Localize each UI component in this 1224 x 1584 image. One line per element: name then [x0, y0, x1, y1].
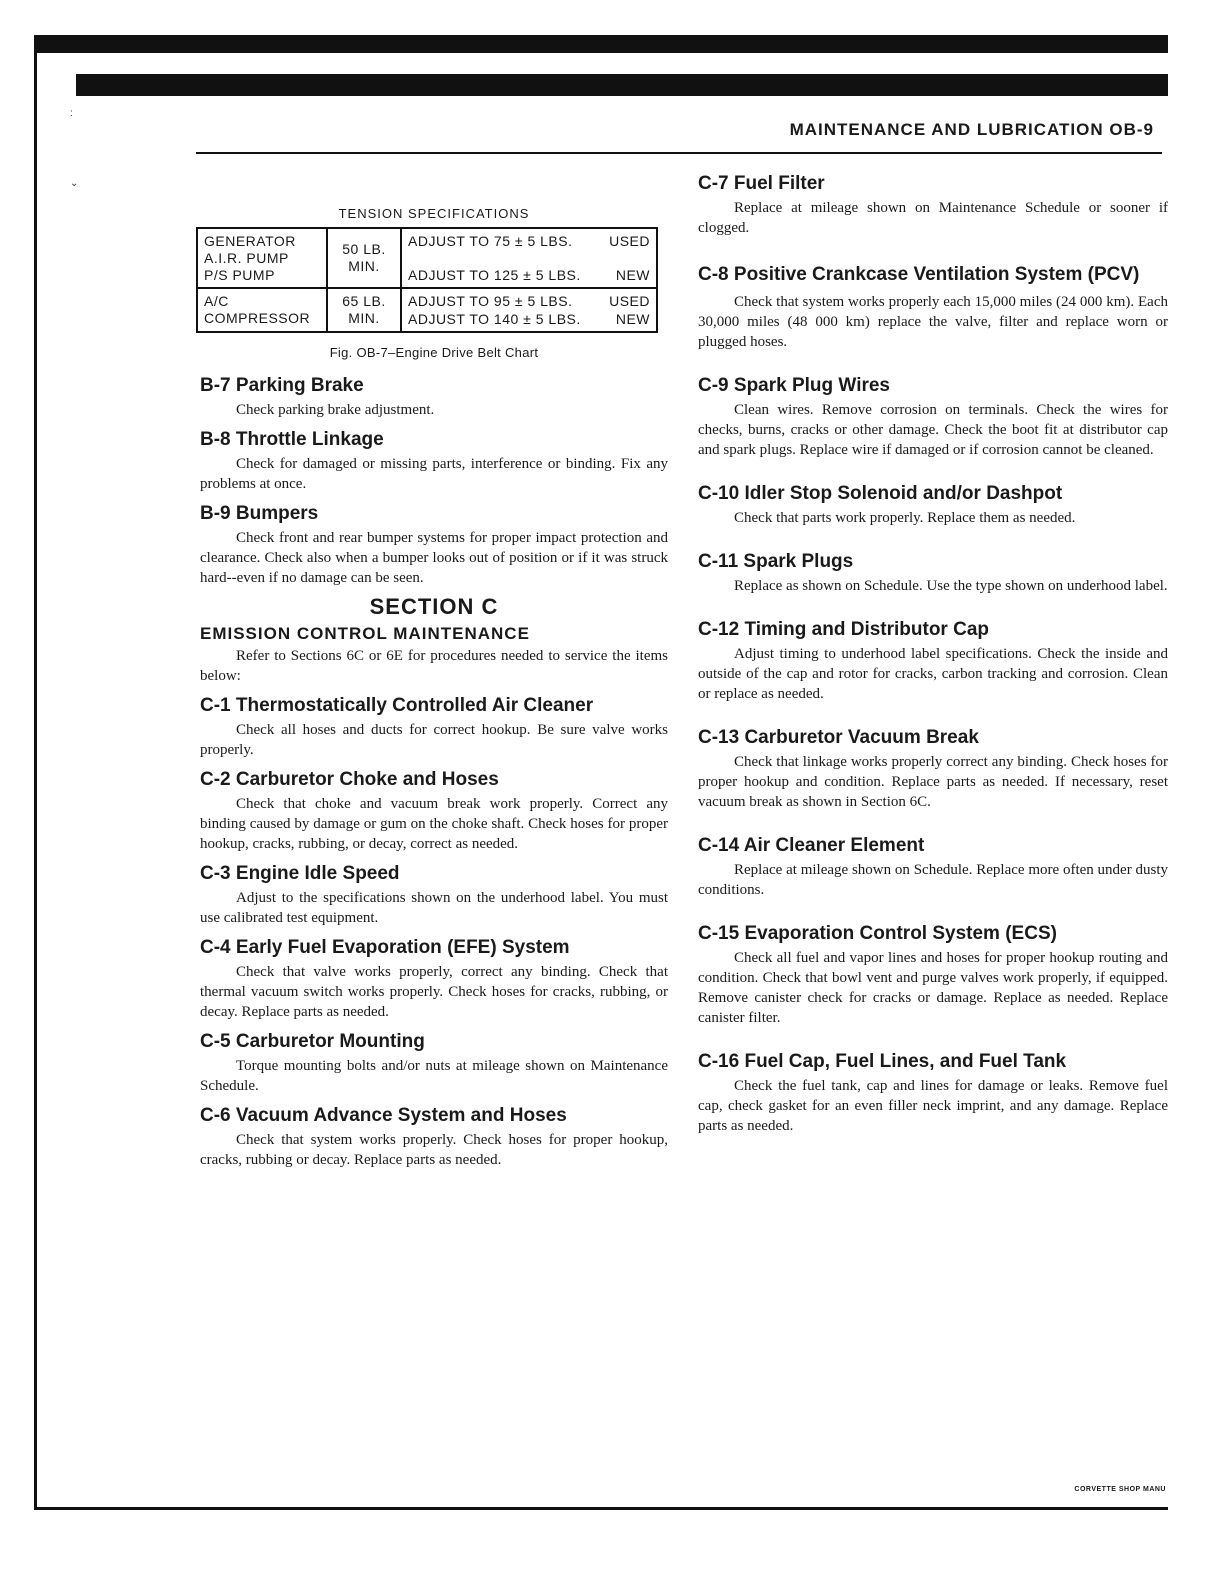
- item-body: Replace as shown on Schedule. Use the type shown on underhood label.: [734, 578, 1168, 594]
- left-column: [200, 196, 668, 1170]
- table-row: [197, 228, 657, 288]
- item-heading: C-5 Carburetor Mounting: [200, 1031, 425, 1052]
- component-cell: GENERATOR A.I.R. PUMP P/S PUMP: [197, 228, 327, 288]
- footer-text: CORVETTE SHOP MANU: [1074, 1486, 1166, 1493]
- item-body: Check that system works properly each 15,000 miles (24 000 km). Each 30,000 miles (48 000 km) replace the valve, filter and replace worn or plugged hoses.: [698, 294, 1168, 350]
- item-heading: C-9 Spark Plug Wires: [698, 375, 890, 396]
- section-item-c15: [698, 922, 1168, 1028]
- item-heading: C-1 Thermostatically Controlled Air Cleaner: [200, 695, 594, 716]
- item-heading: C-8 Positive Crankcase Ventilation System (PCV): [698, 264, 1140, 285]
- section-item-c9: [698, 374, 1168, 460]
- item-heading: C-7 Fuel Filter: [698, 173, 825, 194]
- section-item-c5: [200, 1030, 668, 1096]
- tension-cell: 65 LB. MIN.: [327, 288, 401, 332]
- table-row: [197, 288, 657, 332]
- section-item-c4: [200, 936, 668, 1022]
- figure-caption: Fig. OB-7–Engine Drive Belt Chart: [329, 345, 539, 360]
- table-caption: TENSION SPECIFICATIONS: [338, 206, 530, 221]
- section-item-c2: [200, 768, 668, 854]
- section-item-b7: [200, 374, 668, 420]
- item-heading: C-3 Engine Idle Speed: [200, 863, 400, 884]
- header-black-bar: [76, 74, 1168, 96]
- item-body: Adjust timing to underhood label specifications. Check the inside and outside of the cap and rotor for cracks, carbon tracking and corrosion. Clean or replace as needed.: [698, 646, 1168, 702]
- tension-spec-table: [196, 227, 658, 333]
- section-item-b8: [200, 428, 668, 494]
- adjust-cell: ADJUST TO 75 ± 5 LBS. USED ADJUST TO 125 ± 5 LBS. NEW: [401, 228, 657, 288]
- section-intro: Refer to Sections 6C or 6E for procedures needed to service the items below:: [200, 648, 668, 684]
- left-margin-line: [34, 35, 37, 1510]
- right-column: [698, 172, 1168, 1136]
- section-item-c12: [698, 618, 1168, 704]
- item-heading: C-15 Evaporation Control System (ECS): [698, 923, 1057, 944]
- section-item-c11: [698, 550, 1168, 596]
- section-item-c8: [698, 260, 1168, 352]
- item-heading: C-12 Timing and Distributor Cap: [698, 619, 990, 640]
- item-body: Check all hoses and ducts for correct hookup. Be sure valve works properly.: [200, 722, 668, 758]
- item-heading: B-9 Bumpers: [200, 503, 319, 524]
- item-body: Replace at mileage shown on Maintenance Schedule or sooner if clogged.: [698, 200, 1168, 236]
- section-item-c13: [698, 726, 1168, 812]
- item-body: Check the fuel tank, cap and lines for damage or leaks. Remove fuel cap, check gasket for an even filler neck imprint, and any damage. Replace parts as needed.: [698, 1078, 1168, 1134]
- item-heading: B-8 Throttle Linkage: [200, 429, 384, 450]
- item-heading: C-16 Fuel Cap, Fuel Lines, and Fuel Tank: [698, 1051, 1067, 1072]
- item-body: Check front and rear bumper systems for proper impact protection and clearance. Check also when a bumper looks out of position or if it was struck hard--even if no damage can be seen.: [200, 530, 668, 586]
- item-heading: C-10 Idler Stop Solenoid and/or Dashpot: [698, 483, 1063, 504]
- item-heading: C-2 Carburetor Choke and Hoses: [200, 769, 499, 790]
- item-heading: C-11 Spark Plugs: [698, 551, 854, 572]
- item-body: Check parking brake adjustment.: [236, 402, 435, 418]
- section-subtitle: EMISSION CONTROL MAINTENANCE: [200, 624, 530, 643]
- item-body: Adjust to the specifications shown on the underhood label. You must use calibrated test equipment.: [200, 890, 668, 926]
- section-item-c16: [698, 1050, 1168, 1136]
- item-heading: B-7 Parking Brake: [200, 375, 364, 396]
- section-item-b9: [200, 502, 668, 588]
- item-body: Check that parts work properly. Replace them as needed.: [734, 510, 1076, 526]
- item-heading: C-4 Early Fuel Evaporation (EFE) System: [200, 937, 570, 958]
- section-item-c3: [200, 862, 668, 928]
- item-body: Torque mounting bolts and/or nuts at mileage shown on Maintenance Schedule.: [200, 1058, 668, 1094]
- tension-cell: 50 LB. MIN.: [327, 228, 401, 288]
- item-body: Replace at mileage shown on Schedule. Replace more often under dusty conditions.: [698, 862, 1168, 898]
- item-body: Check for damaged or missing parts, interference or binding. Fix any problems at once.: [200, 456, 668, 492]
- section-item-c1: [200, 694, 668, 760]
- section-item-c7: [698, 172, 1168, 238]
- bottom-margin-line: [34, 1507, 1168, 1510]
- item-body: Check that linkage works properly correct any binding. Check hoses for proper hookup and condition. Replace parts as needed. If necessary, reset vacuum break as shown in Section 6C.: [698, 754, 1168, 810]
- adjust-cell: ADJUST TO 95 ± 5 LBS. USED ADJUST TO 140 ± 5 LBS. NEW: [401, 288, 657, 332]
- item-heading: C-14 Air Cleaner Element: [698, 835, 925, 856]
- page-header: [196, 116, 1162, 154]
- section-item-c14: [698, 834, 1168, 900]
- section-item-c10: [698, 482, 1168, 528]
- top-black-bar: [36, 35, 1168, 53]
- page-header-title: MAINTENANCE AND LUBRICATION OB-9: [789, 120, 1154, 139]
- item-body: Check that system works properly. Check hoses for proper hookup, cracks, rubbing or decay. Replace parts as needed.: [200, 1132, 668, 1168]
- item-heading: C-13 Carburetor Vacuum Break: [698, 727, 979, 748]
- item-body: Check that valve works properly, correct any binding. Check that thermal vacuum switch works properly. Check hoses for cracks, rubbing, or decay. Replace parts as needed.: [200, 964, 668, 1020]
- component-cell: A/C COMPRESSOR: [197, 288, 327, 332]
- section-item-c6: [200, 1104, 668, 1170]
- item-body: Check all fuel and vapor lines and hoses for proper hookup routing and condition. Check that bowl vent and purge valves work properly, if equipped. Remove canister check for cracks or damage. Replace as needed. Replace canister filter.: [698, 950, 1168, 1026]
- item-body: Clean wires. Remove corrosion on terminals. Check the wires for checks, burns, cracks or other damage. Check the boot fit at distributor cap and spark plugs. Replace wire if damaged or if corrosion cannot be cleaned.: [698, 402, 1168, 458]
- item-heading: C-6 Vacuum Advance System and Hoses: [200, 1105, 567, 1126]
- item-body: Check that choke and vacuum break work properly. Correct any binding caused by damage or gum on the choke shaft. Check hoses for proper hookup, cracks, rubbing, or decay, correct as needed.: [200, 796, 668, 852]
- scan-mark: ⌄: [70, 178, 79, 189]
- scan-mark: :: [70, 108, 73, 119]
- section-title: SECTION C: [369, 594, 499, 619]
